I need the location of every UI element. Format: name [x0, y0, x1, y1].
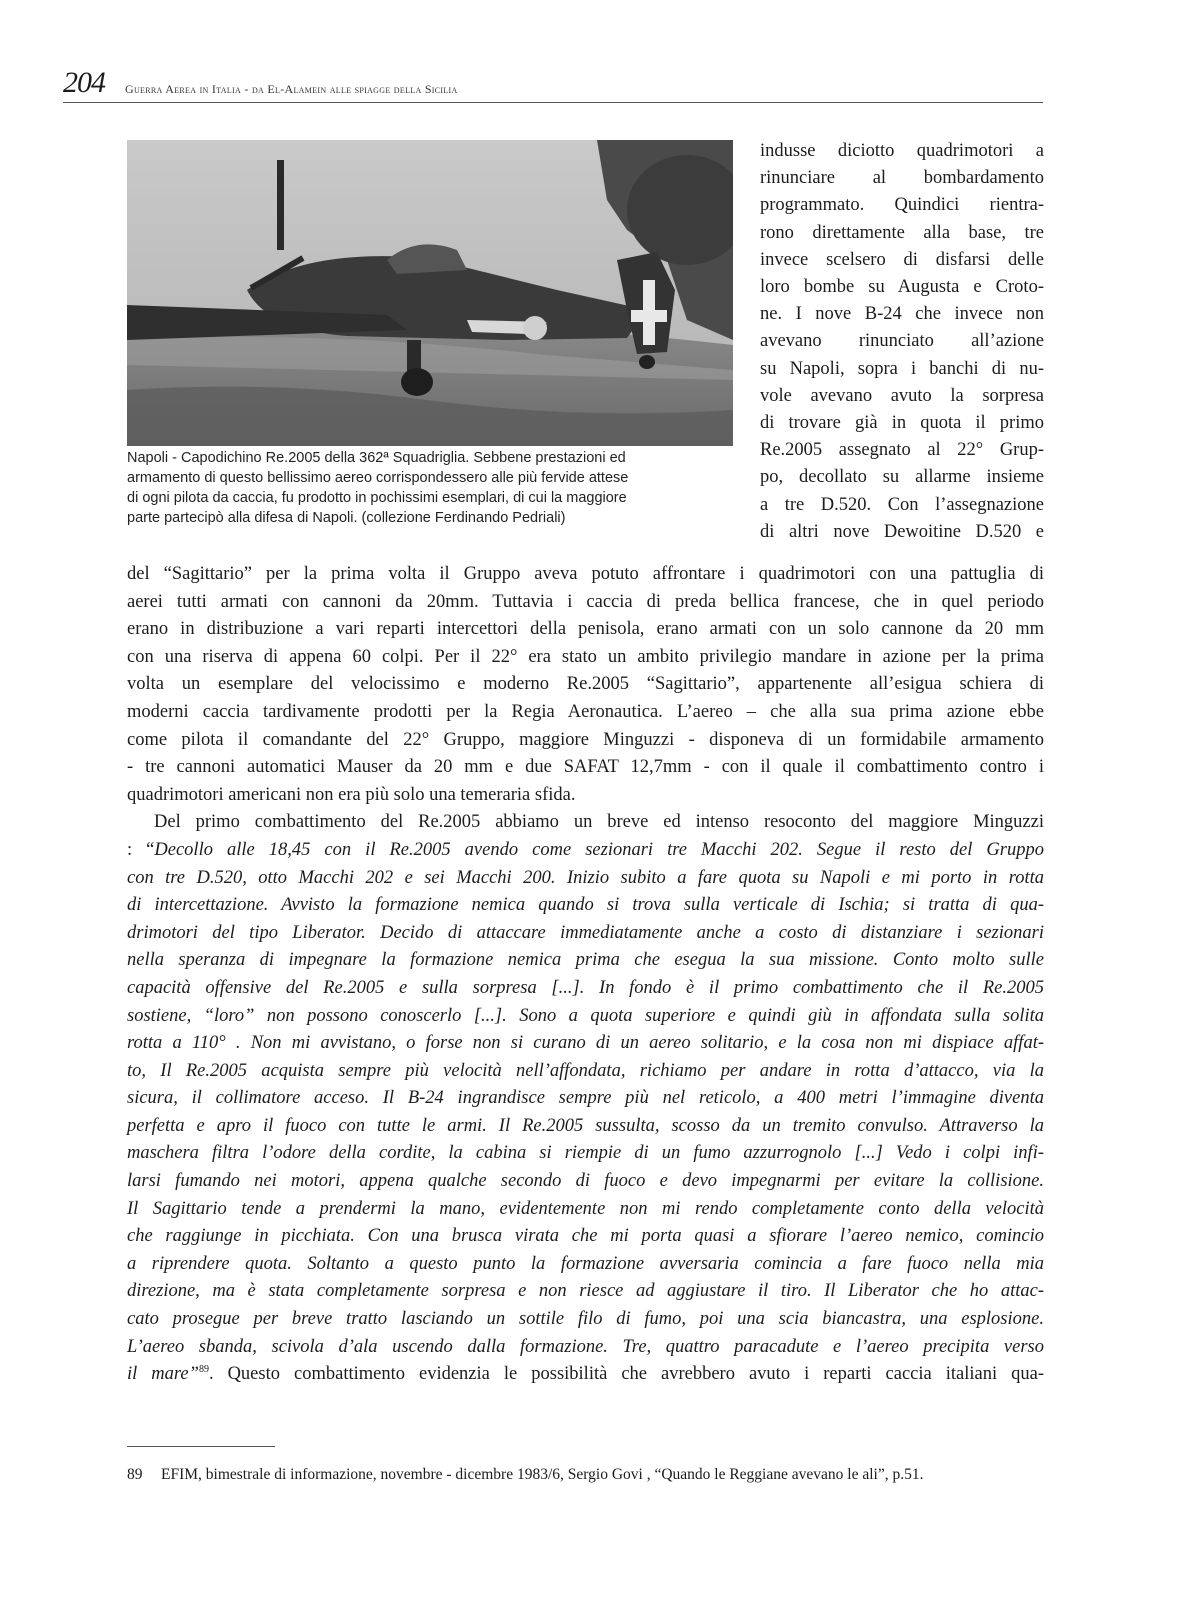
text-line: indusse diciotto quadrimotori a: [760, 141, 1044, 161]
page-number: 204: [63, 66, 105, 99]
text-line: di trovare già in quota il primo: [760, 413, 1044, 434]
text-line: volta un esemplare del velocissimo e moderno Re.2005 “Sagittario”, appartenente all’esigua schiera di: [127, 674, 1044, 695]
quote-line: maschera filtra l’odore della cordite, la cabina si riempie di un fumo azzurrognolo [...] Vedo i colpi infi-: [127, 1143, 1044, 1164]
caption-line: parte partecipò alla difesa di Napoli. (collezione Ferdinando Pedriali): [127, 510, 566, 526]
quote-close: ”: [188, 1364, 199, 1385]
quote-line: L’aereo sbanda, scivola d’ala uscendo dalla formazione. Tre, quattro paracadute e l’aereo precipita verso: [127, 1336, 1044, 1357]
caption-line: armamento di questo bellissimo aereo corrispondessero alle più fervide attese: [127, 470, 629, 486]
quote-line: drimotori del tipo Liberator. Decido di attaccare immediatamente anche a costo di distanziare i sezionari: [127, 922, 1044, 943]
text-line: aerei tutti armati con cannoni da 20mm. Tuttavia i caccia di preda bellica francese, che in quel periodo: [127, 591, 1044, 612]
footnote: [127, 1464, 1044, 1486]
body-text: [127, 561, 1044, 1389]
quote-line: sostiene, “loro” non possono conoscerlo [...]. Sono a quota superiore e quindi giù in affondata sulla solita: [127, 1005, 1044, 1026]
running-title: Guerra Aerea in Italia - da El-Alamein alle spiagge della Sicilia: [125, 82, 458, 96]
text-line: moderni caccia tardivamente prodotti per la Regia Aeronautica. L’aereo – che alla sua prima azione ebbe: [127, 701, 1044, 722]
quote-line: cato prosegue per breve tratto lasciando un sottile filo di fumo, poi una scia biancastra, una esplosione.: [127, 1309, 1044, 1330]
quote-lead: : “: [127, 839, 155, 860]
text-line: Del primo combattimento del Re.2005 abbiamo un breve ed intenso resoconto del maggiore Minguzzi: [154, 812, 1044, 833]
footnote-ref[interactable]: 89: [198, 1364, 209, 1376]
text-line: [127, 1361, 1044, 1389]
quote-line: Il Sagittario tende a prendermi la mano, evidentemente non mi rendo completamente conto della velocità: [127, 1198, 1044, 1219]
quote-line: a riprendere quota. Soltanto a questo punto la formazione avversaria comincia a fare fuoco nella mia: [127, 1253, 1044, 1274]
text-line: di altri nove Dewoitine D.520 e: [760, 521, 1044, 542]
quote-line: Decollo alle 18,45 con il Re.2005 avendo come sezionari tre Macchi 202. Segue il resto del Gruppo: [154, 839, 1044, 860]
quote-line: sicura, il collimatore acceso. Il B-24 ingrandisce sempre più nel reticolo, a 400 metri l’immagine diventa: [127, 1088, 1044, 1109]
text-line: come pilota il comandante del 22° Gruppo, maggiore Minguzzi - disponeva di un formidabile armamento: [127, 729, 1044, 750]
text-line: Re.2005 assegnato al 22° Grup-: [760, 440, 1044, 461]
quote-line: direzione, ma è stata completamente sorpresa e non riesce ad aggiustare il tiro. Il Liberator che ho attac-: [127, 1281, 1044, 1302]
quote-end: il mare: [127, 1364, 189, 1385]
side-column-text: [760, 138, 1044, 546]
text-line: rinunciare al bombardamento: [760, 168, 1044, 189]
quote-line: nella speranza di impegnare la formazione nemica prima che esegua la sua missione. Conto molto sulle: [127, 950, 1044, 971]
text-line: - tre cannoni automatici Mauser da 20 mm e due SAFAT 12,7mm - con il quale il combattimento contro i: [127, 757, 1044, 778]
quote-line: to, Il Re.2005 acquista sempre più velocità nell’affondata, richiamo per andare in rotta d’attacco, via la: [127, 1060, 1044, 1081]
text-line: [127, 837, 1044, 865]
caption-line: Napoli - Capodichino Re.2005 della 362ª Squadriglia. Sebbene prestazioni ed: [127, 450, 626, 466]
quote-line: rotta a 110° . Non mi avvistano, o forse non si curano di un aereo solitario, e la cosa non mi dispiace affat-: [127, 1033, 1044, 1054]
caption-line: di ogni pilota da caccia, fu prodotto in pochissimi esemplari, di cui la maggiore: [127, 490, 627, 506]
footnote-number: 89: [127, 1466, 143, 1483]
quote-line: larsi fumando nei motori, appena qualche secondo di fuoco e devo impegnarmi per evitare la collisione.: [127, 1171, 1044, 1192]
text-line: avevano rinunciato all’azione: [760, 331, 1044, 352]
text-line: programmato. Quindici rientra-: [760, 195, 1044, 216]
quote-line: con tre D.520, otto Macchi 202 e sei Macchi 200. Inizio subito a fare quota su Napoli e mi porto in rotta: [127, 867, 1044, 888]
text-line: erano in distribuzione a vari reparti intercettori della penisola, erano armati con un solo cannone da 20 mm: [127, 619, 1044, 640]
text-line: invece scelsero di disfarsi delle: [760, 249, 1044, 270]
photo-caption: [127, 448, 733, 528]
text-line: con una riserva di appena 60 colpi. Per il 22° era stato un ambito privilegio mandare in azione per la prima: [127, 646, 1044, 667]
text-line: su Napoli, sopra i banchi di nu-: [760, 358, 1044, 379]
text-line: po, decollato su allarme insieme: [760, 467, 1044, 488]
text-line: del “Sagittario” per la prima volta il Gruppo aveva potuto affrontare i quadrimotori con una pattuglia di: [127, 564, 1044, 584]
text-line: quadrimotori americani non era più solo una temeraria sfida.: [127, 784, 576, 805]
text-line: a tre D.520. Con l’assegnazione: [760, 494, 1044, 515]
text-line: ne. I nove B-24 che invece non: [760, 304, 1044, 325]
page-header: [63, 66, 1043, 103]
aircraft-photo: [127, 140, 733, 446]
footnote-text: EFIM, bimestrale di informazione, novembre - dicembre 1983/6, Sergio Govi , “Quando le Reggiane avevano le ali”, p.51.: [161, 1466, 924, 1483]
quote-line: che raggiunge in picchiata. Con una brusca virata che mi porta quasi a sfiorare l’aereo nemico, comincio: [127, 1226, 1044, 1247]
quote-line: capacità offensive del Re.2005 e sulla sorpresa [...]. In fondo è il primo combattimento che il Re.2005: [127, 977, 1044, 998]
text-line: loro bombe su Augusta e Croto-: [760, 277, 1044, 298]
quote-line: perfetta e apro il fuoco con tutte le armi. Il Re.2005 sussulta, scosso da un tremito convulso. Attraverso la: [127, 1115, 1044, 1136]
text-tail: . Questo combattimento evidenzia le possibilità che avrebbero avuto i reparti caccia italiani qua-: [208, 1364, 1045, 1385]
quote-line: di intercettazione. Avvisto la formazione nemica quando si trova sulla verticale di Ischia; si tratta di qua-: [127, 895, 1044, 916]
aircraft-photo-drawing: [127, 140, 733, 446]
text-line: vole avevano avuto la sorpresa: [760, 385, 1044, 406]
footnote-divider: [127, 1446, 275, 1447]
text-line: rono direttamente alla base, tre: [760, 222, 1044, 243]
